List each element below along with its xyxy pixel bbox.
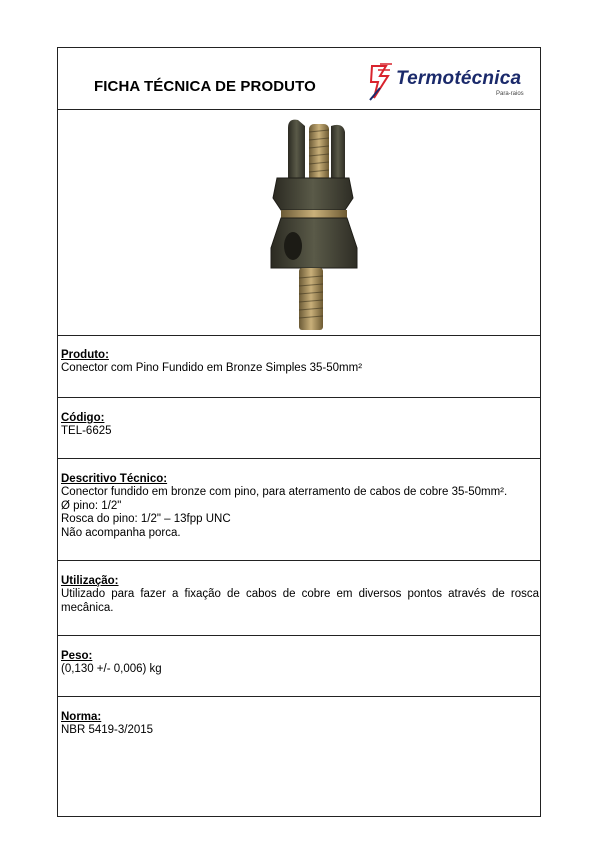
produto-value: Conector com Pino Fundido em Bronze Simples 35-50mm² [61,362,363,375]
header [58,48,540,109]
section-peso [61,650,539,677]
divider [58,560,540,561]
page-title: FICHA TÉCNICA DE PRODUTO [94,78,316,95]
descritivo-line: Ø pino: 1/2" [61,499,122,512]
descritivo-line: Rosca do pino: 1/2" – 13fpp UNC [61,513,231,526]
lightning-logo-icon [368,62,394,102]
descritivo-line: Conector fundido em bronze com pino, para aterramento de cabos de cobre 35-50mm². [61,486,508,499]
divider [58,635,540,636]
divider [58,458,540,459]
norma-label: Norma: [61,711,102,723]
codigo-value: TEL-6625 [61,425,112,438]
logo-tagline: Para-raios [496,91,524,97]
logo-wordmark: Termotécnica [396,68,522,89]
divider [58,335,540,336]
peso-label: Peso: [61,650,93,662]
norma-value: NBR 5419-3/2015 [61,724,154,737]
section-utilizacao [61,575,539,615]
utilizacao-value: Utilizado para fazer a fixação de cabos de cobre em diversos pontos através de rosca mecânica. [61,588,539,614]
divider [58,109,540,110]
section-norma [61,711,539,738]
bronze-connector-photo [253,118,373,338]
peso-value: (0,130 +/- 0,006) kg [61,663,162,676]
descritivo-label: Descritivo Técnico: [61,473,168,485]
codigo-label: Código: [61,412,105,424]
section-codigo [61,412,539,439]
utilizacao-label: Utilização: [61,575,119,587]
produto-label: Produto: [61,349,109,361]
section-produto [61,349,539,376]
company-logo [368,62,538,102]
descritivo-line: Não acompanha porca. [61,526,181,539]
product-sheet [57,47,541,817]
divider [58,696,540,697]
divider [58,397,540,398]
section-descritivo [61,473,539,540]
